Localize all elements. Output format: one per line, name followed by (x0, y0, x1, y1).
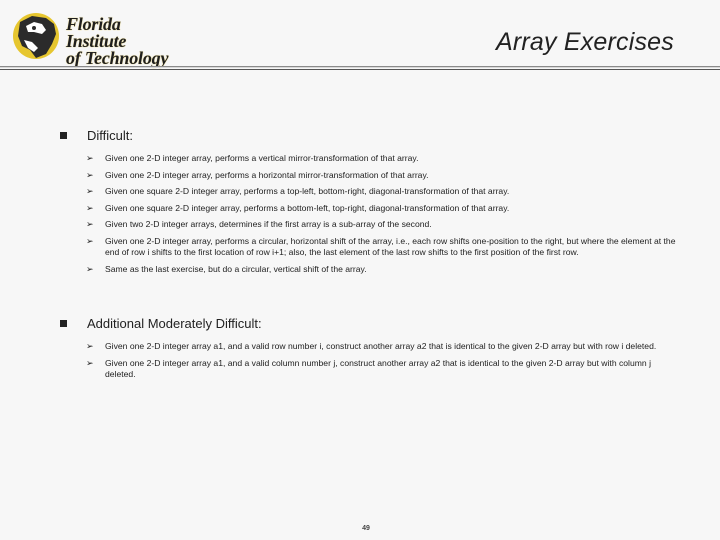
panther-logo-icon (12, 10, 64, 62)
square-bullet-icon (60, 132, 67, 139)
list-item-text: Given two 2-D integer arrays, determines if the first array is a sub-array of the second. (105, 219, 432, 229)
list-item-text: Given one 2-D integer array a1, and a valid column number j, construct another array a2 that is identical to the given 2-D array but with column j deleted. (105, 357, 651, 379)
section-heading (60, 128, 680, 144)
list-item (60, 236, 680, 259)
arrow-bullet-icon: ➢ (86, 235, 94, 246)
logo-line-2: of Technology (66, 48, 169, 68)
title-divider (0, 66, 720, 68)
list-item (60, 358, 680, 381)
logo-wordmark (66, 16, 182, 67)
list-item-text: Given one square 2-D integer array, performs a top-left, bottom-right, diagonal-transformation of that array. (105, 186, 510, 196)
section-heading-text: Difficult: (87, 128, 133, 143)
list-item (60, 341, 680, 353)
logo-line-1: Florida Institute (66, 14, 127, 51)
fit-logo (12, 10, 182, 66)
list-item-text: Given one 2-D integer array, performs a horizontal mirror-transformation of that array. (105, 169, 429, 180)
list-item-text: Given one 2-D integer array, performs a circular, horizontal shift of the array, i.e., each row shifts one-position to the right, but where the element at the end of row i shifts to the first location of row i+1; also, the last element of the last row shifts to the first position of the first row. (105, 235, 676, 257)
list-item (60, 203, 680, 215)
list-item-text: Given one square 2-D integer array, performs a bottom-left, top-right, diagonal-transformation of that array. (105, 202, 510, 213)
exercise-list (60, 153, 680, 275)
list-item-text: Given one 2-D integer array a1, and a valid row number i, construct another array a2 that is identical to the given 2-D array but with row i deleted. (105, 341, 657, 351)
slide-title: Array Exercises (495, 28, 674, 56)
arrow-bullet-icon: ➢ (86, 263, 94, 274)
list-item (60, 153, 680, 165)
section-difficult (60, 128, 680, 280)
arrow-bullet-icon: ➢ (86, 357, 94, 368)
arrow-bullet-icon: ➢ (86, 219, 94, 229)
arrow-bullet-icon: ➢ (86, 153, 94, 163)
square-bullet-icon (60, 320, 67, 327)
list-item-text: Same as the last exercise, but do a circular, vertical shift of the array. (105, 263, 367, 274)
section-moderately-difficult (60, 316, 680, 386)
arrow-bullet-icon: ➢ (86, 169, 94, 180)
list-item (60, 219, 680, 231)
list-item (60, 264, 680, 276)
arrow-bullet-icon: ➢ (86, 202, 94, 213)
list-item (60, 170, 680, 182)
section-heading-text: Additional Moderately Difficult: (87, 316, 262, 331)
page-number: 49 (362, 525, 370, 532)
list-item-text: Given one 2-D integer array, performs a vertical mirror-transformation of that array. (105, 153, 419, 163)
arrow-bullet-icon: ➢ (86, 341, 94, 351)
exercise-list (60, 341, 680, 381)
title-divider-shadow (0, 69, 720, 70)
section-heading (60, 316, 680, 332)
arrow-bullet-icon: ➢ (86, 186, 94, 196)
list-item (60, 186, 680, 198)
